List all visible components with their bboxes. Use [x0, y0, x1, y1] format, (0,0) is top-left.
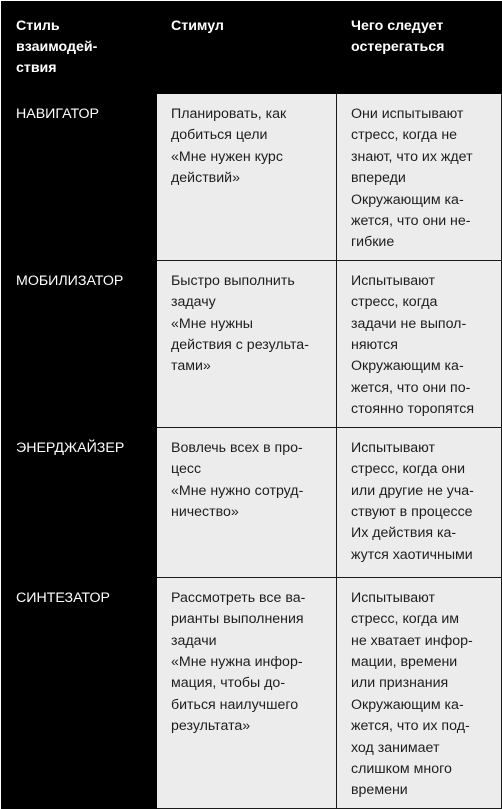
caution-line: Окружающим ка- — [351, 191, 464, 208]
style-name-synthesizer: СИНТЕЗАТОР — [2, 577, 157, 808]
caution-line: слишком много — [351, 760, 452, 777]
caution-cell — [337, 260, 502, 427]
caution-line: Испытывают — [351, 439, 435, 456]
stimulus-line: Вовлечь всех в про- — [171, 439, 303, 456]
table-row — [2, 427, 502, 577]
caution-line: времени — [351, 782, 408, 799]
stimulus-cell — [157, 427, 337, 577]
caution-line: жется, что их под- — [351, 718, 470, 735]
style-name-energizer: ЭНЕРДЖАЙЗЕР — [2, 427, 157, 577]
caution-line: Они испытывают — [351, 106, 464, 122]
caution-line: или другие не уча- — [351, 482, 474, 499]
stimulus-line: результата» — [171, 718, 251, 735]
header-style-line: взаимодей- — [16, 39, 98, 55]
stimulus-cell — [157, 94, 337, 261]
style-name-navigator: НАВИГАТОР — [2, 94, 157, 261]
caution-line: знают, что их ждет — [351, 148, 473, 165]
caution-line: не хватает инфор- — [351, 632, 473, 649]
table-row — [2, 94, 502, 261]
caution-line: няются — [351, 337, 398, 354]
stimulus-line: биться наилучшего — [171, 696, 299, 713]
stimulus-line: действий» — [171, 170, 240, 187]
stimulus-line: цесс — [171, 461, 202, 478]
style-name-mobilizer: МОБИЛИЗАТОР — [2, 260, 157, 427]
stimulus-line: «Мне нужна инфор- — [171, 653, 303, 670]
caution-line: стресс, когда — [351, 294, 438, 311]
caution-line: Их действия ка- — [351, 525, 457, 542]
stimulus-line: Рассмотреть все ва- — [171, 589, 306, 606]
caution-line: ход занимает — [351, 739, 440, 756]
caution-line: или признания — [351, 675, 449, 692]
caution-line: мации, времени — [351, 653, 458, 670]
caution-line: стресс, когда они — [351, 461, 465, 478]
caution-cell — [337, 94, 502, 261]
stimulus-cell — [157, 260, 337, 427]
stimulus-line: «Мне нужен курс — [171, 148, 283, 165]
header-style-line: ствия — [16, 60, 57, 76]
caution-cell — [337, 427, 502, 577]
caution-line: гибкие — [351, 234, 395, 251]
table-header-row — [2, 2, 502, 94]
caution-line: Испытывают — [351, 272, 435, 289]
header-caution-line: остерегаться — [351, 39, 445, 55]
stimulus-line: «Мне нужны — [171, 315, 253, 332]
table-row — [2, 577, 502, 808]
header-stimulus — [157, 2, 337, 94]
caution-line: стресс, когда им — [351, 611, 460, 628]
caution-line: Испытывают — [351, 589, 435, 606]
header-style-line: Стиль — [16, 18, 60, 34]
caution-cell — [337, 577, 502, 808]
stimulus-line: Быстро выполнить — [171, 272, 295, 289]
caution-line: ствуют в процессе — [351, 503, 473, 520]
header-caution — [337, 2, 502, 94]
stimulus-line: тами» — [171, 358, 211, 375]
stimulus-line: действия с результа- — [171, 337, 309, 354]
stimulus-line: добиться цели — [171, 127, 268, 144]
caution-line: жется, что они не- — [351, 213, 471, 230]
caution-line: Окружающим ка- — [351, 358, 464, 375]
header-caution-line: Чего следует — [351, 18, 444, 34]
header-style — [2, 2, 157, 94]
caution-line: задачи не выпол- — [351, 315, 467, 332]
stimulus-line: мация, чтобы до- — [171, 675, 286, 692]
caution-line: Окружающим ка- — [351, 696, 464, 713]
stimulus-line: задачу — [171, 294, 216, 311]
interaction-styles-table — [1, 1, 502, 809]
stimulus-line: Планировать, как — [171, 106, 287, 122]
stimulus-line: ничество» — [171, 503, 239, 520]
table-row — [2, 260, 502, 427]
caution-line: впереди — [351, 170, 406, 187]
caution-line: жется, что они по- — [351, 379, 471, 396]
stimulus-line: рианты выполнения — [171, 611, 304, 628]
stimulus-line: «Мне нужно сотруд- — [171, 482, 304, 499]
stimulus-cell — [157, 577, 337, 808]
caution-line: жутся хаотичными — [351, 546, 473, 563]
stimulus-line: задачи — [171, 632, 217, 649]
caution-line: стресс, когда не — [351, 127, 458, 144]
header-stimulus-line: Стимул — [171, 18, 224, 34]
caution-line: стоянно торопятся — [351, 401, 474, 418]
